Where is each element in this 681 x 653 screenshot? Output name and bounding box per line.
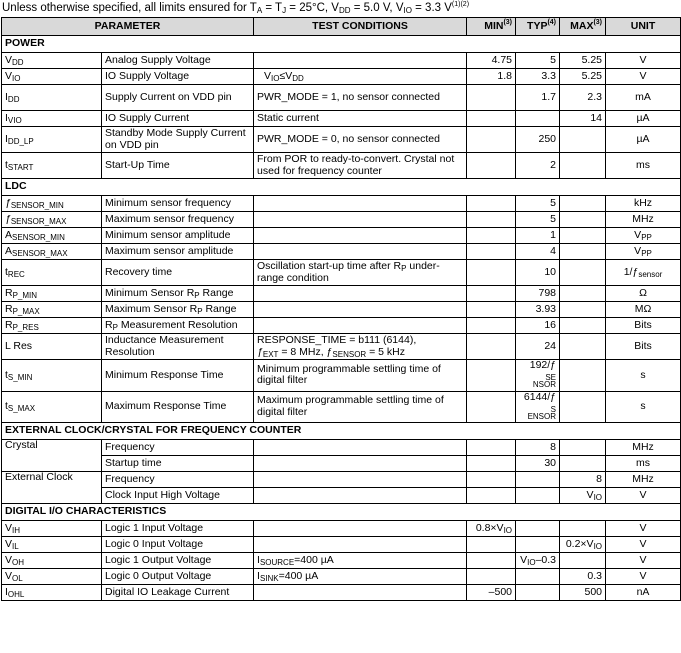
table-row: $A_{SENSOR\_MIN}$ Minimum sensor amplitude 1 $V_{PP}$ [2, 228, 681, 244]
table-row: $V_{IL}$ Logic 0 Input Voltage $0.2\times V_{IO}$ V [2, 537, 681, 553]
table-row: $t_{S\_MIN}$ Minimum Response Time Minimum programmable settling time of digital filter 192/ƒ $_{SE}$ NSOR s [2, 360, 681, 392]
section-row-ldc: LDC [2, 179, 681, 196]
table-row: L Res Inductance Measurement Resolution RESPONSE_TIME = b111 (6144), $ƒ_{EXT} = 8$ MHz, $ƒ_{SENSOR} = 5$ kHz 24 Bits [2, 334, 681, 360]
section-row-power: POWER [2, 36, 681, 53]
table-row: Startup time 30 ms [2, 456, 681, 472]
table-row: $t_{REC}$ Recovery time Oscillation start-up time after $R_P$ under-range condition 10 $1/ƒ_{sensor}$ [2, 260, 681, 286]
table-row: External Clock Frequency 8 MHz [2, 472, 681, 488]
table-row: $t_{S\_MAX}$ Maximum Response Time Maximum programmable settling time of digital filter 6144/ƒ $_S$ ENSOR s [2, 391, 681, 423]
header-typ: TYP$^{(4)}$ [516, 18, 560, 36]
table-caption: Unless otherwise specified, all limits ensured for $T_A = T_J = 25^\circ C$, $V_{DD} = 5.0$ V, $V_{IO} = 3.3$ $V^{(1)(2)}$ [2, 1, 470, 15]
table-row: $I_{DD}$ Supply Current on VDD pin PWR_MODE = 1, no sensor connected 1.7 2.3 mA [2, 85, 681, 111]
table-row: $R_{P\_MIN}$ Minimum Sensor $R_P$ Range 798 Ω [2, 286, 681, 302]
table-row: $I_{DD\_LP}$ Standby Mode Supply Current on VDD pin PWR_MODE = 0, no sensor connected 250 µA [2, 127, 681, 153]
section-row-dio: DIGITAL I/O CHARACTERISTICS [2, 504, 681, 521]
table-row: $V_{IO}$ IO Supply Voltage $V_{IO}\le V_{DD}$ 1.8 3.3 5.25 V [2, 69, 681, 85]
table-row: $R_{P\_RES}$ $R_P$ Measurement Resolution 16 Bits [2, 318, 681, 334]
section-row-clock: EXTERNAL CLOCK/CRYSTAL FOR FREQUENCY COUNTER [2, 423, 681, 440]
table-row: $ƒ_{SENSOR\_MIN}$ Minimum sensor frequency 5 kHz [2, 196, 681, 212]
table-row: Crystal Frequency 8 MHz [2, 440, 681, 456]
table-row: $V_{OH}$ Logic 1 Output Voltage $I_{SOURCE}=400$ µA $V_{IO}-0.3$ V [2, 553, 681, 569]
header-max: MAX$^{(3)}$ [560, 18, 606, 36]
table-row: $ƒ_{SENSOR\_MAX}$ Maximum sensor frequency 5 MHz [2, 212, 681, 228]
table-row: $V_{OL}$ Logic 0 Output Voltage $I_{SINK}=400$ µA 0.3 V [2, 569, 681, 585]
table-row: $t_{START}$ Start-Up Time From POR to ready-to-convert. Crystal not used for frequency counter 2 ms [2, 153, 681, 179]
table-row: $V_{DD}$ Analog Supply Voltage 4.75 5 5.25 V [2, 53, 681, 69]
header-min: MIN$^{(3)}$ [467, 18, 516, 36]
table-row: $R_{P\_MAX}$ Maximum Sensor $R_P$ Range 3.93 MΩ [2, 302, 681, 318]
header-unit: UNIT [606, 18, 681, 36]
header-parameter: PARAMETER [2, 18, 254, 36]
table-row: $A_{SENSOR\_MAX}$ Maximum sensor amplitude 4 $V_{PP}$ [2, 244, 681, 260]
table-row: $I_{OHL}$ Digital IO Leakage Current –500 500 nA [2, 585, 681, 601]
electrical-characteristics-table [1, 17, 681, 601]
table-row: Clock Input High Voltage $V_{IO}$ V [2, 488, 681, 504]
table-row: $I_{VIO}$ IO Supply Current Static current 14 µA [2, 111, 681, 127]
header-row [2, 18, 681, 36]
header-test-conditions: TEST CONDITIONS [254, 18, 467, 36]
table-row: $V_{IH}$ Logic 1 Input Voltage $0.8\times V_{IO}$ V [2, 521, 681, 537]
